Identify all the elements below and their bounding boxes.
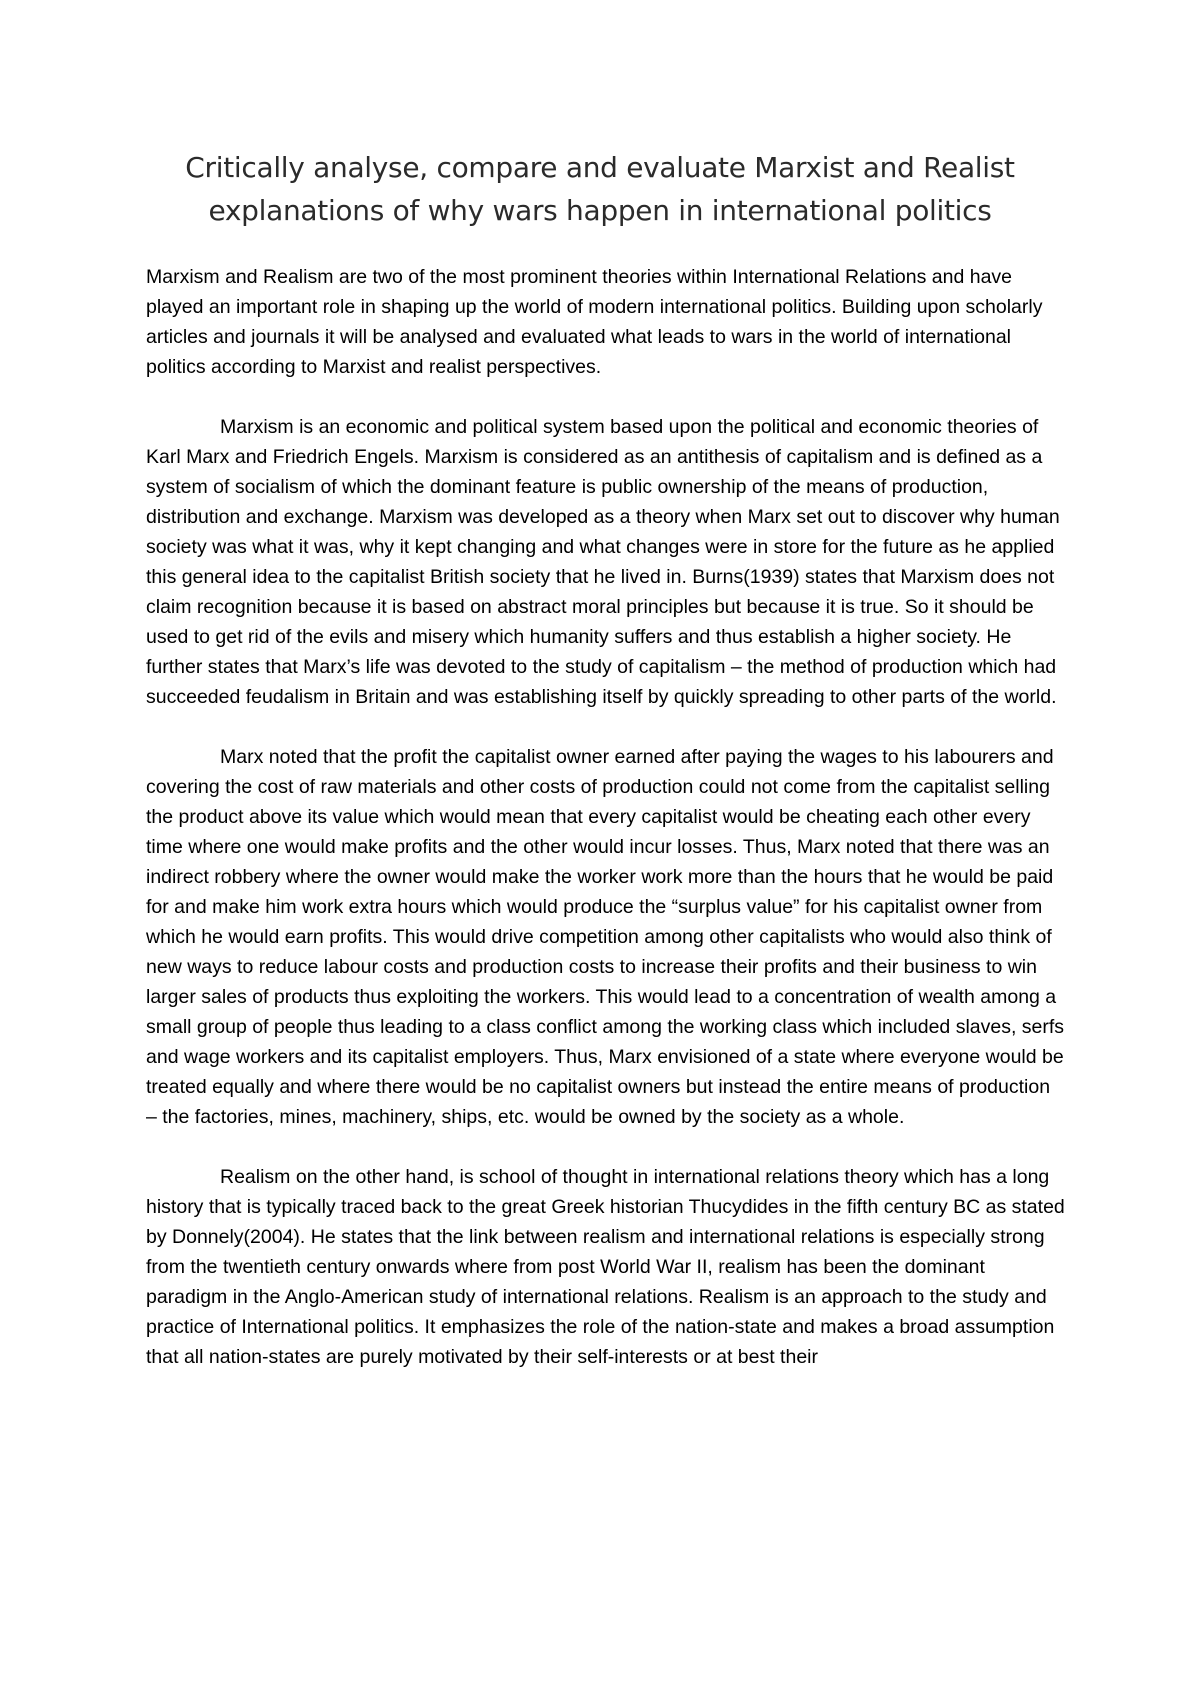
document-body — [146, 262, 1066, 1402]
document-title: Critically analyse, compare and evaluate Marxist and Realist explanations of why wars happen in international politics — [185, 151, 1015, 227]
paragraph-realism: Realism on the other hand, is school of thought in international relations theory which has a long history that is typically traced back to the great Greek historian Thucydides in the fifth century BC as stated by Donnely(2004). He states that the link between realism and international relations is especially strong from the twentieth century onwards where from post World War II, realism has been the dominant paradigm in the Anglo-American study of international relations. Realism is an approach to the study and practice of International politics. It emphasizes the role of the nation-state and makes a broad assumption that all nation-states are purely motivated by their self-interests or at best their — [146, 1166, 1065, 1368]
paragraph-intro: Marxism and Realism are two of the most prominent theories within International Relations and have played an important role in shaping up the world of modern international politics. Building upon scholarly articles and journals it will be analysed and evaluated what leads to wars in the world of international politics according to Marxist and realist perspectives. — [146, 266, 1043, 378]
paragraph-surplus-value: Marx noted that the profit the capitalist owner earned after paying the wages to his labourers and covering the cost of raw materials and other costs of production could not come from the capitalist selling the product above its value which would mean that every capitalist would be cheating each other every time where one would make profits and the other would incur losses. Thus, Marx noted that there was an indirect robbery where the owner would make the worker work more than the hours that he would be paid for and make him work extra hours which would produce the “surplus value” for his capitalist owner from which he would earn profits. This would drive competition among other capitalists who would also think of new ways to reduce labour costs and production costs to increase their profits and their business to win larger sales of products thus exploiting the workers. This would lead to a concentration of wealth among a small group of people thus leading to a class conflict among the working class which included slaves, serfs and wage workers and its capitalist employers. Thus, Marx envisioned of a state where everyone would be treated equally and where there would be no capitalist owners but instead the entire means of production – the factories, mines, machinery, ships, etc. would be owned by the society as a whole. — [146, 746, 1065, 1128]
paragraph-marxism: Marxism is an economic and political system based upon the political and economic theories of Karl Marx and Friedrich Engels. Marxism is considered as an antithesis of capitalism and is defined as a system of socialism of which the dominant feature is public ownership of the means of production, distribution and exchange. Marxism was developed as a theory when Marx set out to discover why human society was what it was, why it kept changing and what changes were in store for the future as he applied this general idea to the capitalist British society that he lived in. Burns(1939) states that Marxism does not claim recognition because it is based on abstract moral principles but because it is true. So it should be used to get rid of the evils and misery which humanity suffers and thus establish a higher society. He further states that Marx’s life was devoted to the study of capitalism – the method of production which had succeeded feudalism in Britain and was establishing itself by quickly spreading to other parts of the world. — [146, 416, 1060, 708]
